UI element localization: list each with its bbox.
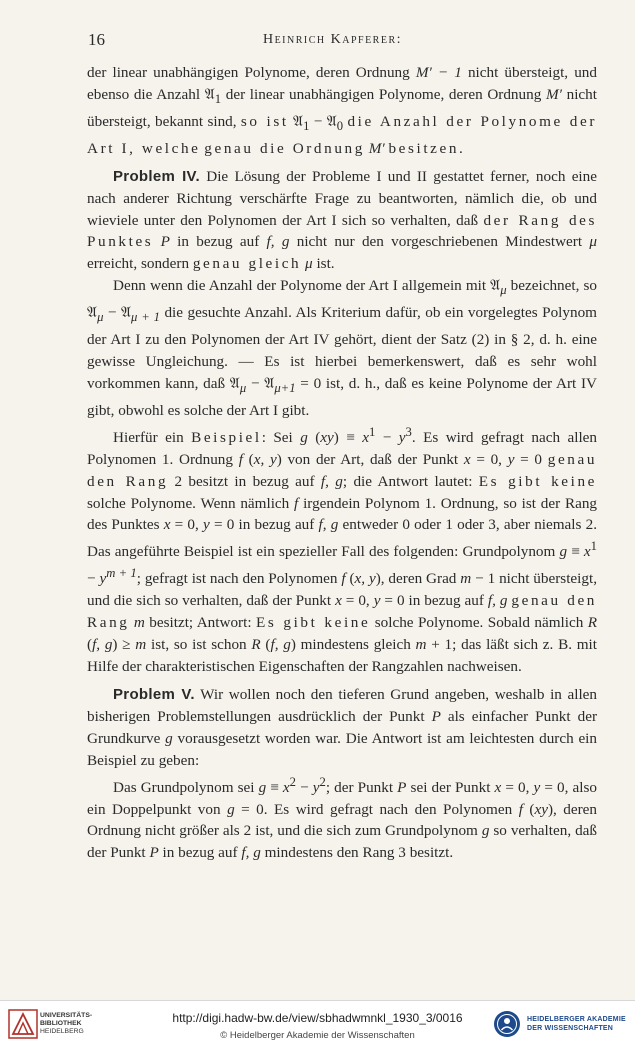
body-text — [87, 62, 597, 864]
permalink-url[interactable]: http://digi.hadw-bw.de/view/sbhadwmnkl_1930_3/0016 — [172, 1011, 463, 1025]
paragraph-3: Denn wenn die Anzahl der Polynome der Art I allgemein mit 𝔄$_\mu$ bezeichnet, so 𝔄$_\mu$ − 𝔄$_{\mu + 1}$ die gesuchte Anzahl. Als Kriterium dafür, ob ein vorgelegtes Polynom der Art I zu den Polynomen der Art IV gehört, dient der Satz (2) in § 2, d. h. eine gewisse Ungleichung. — Es ist hierbei bemerkenswert, daß es sehr wohl vorkommen kann, daß 𝔄$_\mu$ − 𝔄$_{\mu+1}$ = 0 ist, d. h., daß es keine Polynome der Art IV gibt, obwohl es solche der Art I gibt. — [87, 277, 597, 419]
problem-4-heading: Problem IV. — [113, 167, 200, 185]
page-number: 16 — [88, 30, 105, 49]
problem-5-heading: Problem V. — [113, 685, 195, 703]
viewer-footer — [0, 1000, 635, 1048]
copyright-notice: © Heidelberger Akademie der Wissenschaften — [220, 1030, 415, 1041]
academy-seal-icon[interactable] — [493, 1010, 521, 1038]
academy-name: HEIDELBERGER AKADEMIE DER WISSENSCHAFTEN — [527, 1016, 626, 1032]
paragraph-6: Das Grundpolynom sei $g \equiv x^2 - y^2$; der Punkt P sei der Punkt x = 0, y = 0, also ein Doppelpunkt von g = 0. Es wird gefragt nach den Polynomen f (xy), deren Ordnung nicht größer als 2 ist, und die sich zum Grundpolynom g so verhalten, daß der Punkt P in bezug auf f, g mindestens den Rang 3 besitzt. — [87, 774, 598, 862]
paragraph-problem-5: Problem V. Wir wollen noch den tieferen Grund angeben, weshalb in allen bisherigen Problemstellungen ausdrücklich der Punkt P als einfacher Punkt der Grundkurve g vorausgesetzt worden war. Die Antwort ist am leichtesten durch ein Beispiel zu geben: — [87, 685, 598, 769]
paragraph-example: Hierfür ein Beispiel: Sei g $(xy) \equiv x^1 - y^3$. Es wird gefragt nach allen Polynomen 1. Ordnung f (x, y) von der Art, daß der Punkt x = 0, y = 0 genau den Rang 2 besitzt in bezug auf f, g; die Antwort lautet: Es gibt keine solche Polynome. Wenn nämlich f irgendein Polynom 1. Ordnung, so ist der Rang des Punktes x = 0, y = 0 in bezug auf f, g entweder 0 oder 1 oder 3, aber niemals 2. Das angeführte Beispiel ist ein spezieller Fall des folgenden: Grundpolynom $g \equiv x^1 - y^{m + 1}$; gefragt ist nach den Polynomen f (x, y), deren Grad m − 1 nicht übersteigt, und die sich so verhalten, daß der Punkt x = 0, y = 0 in bezug auf f, g genau den Rang m besitzt; Antwort: Es gibt keine solche Polynome. Sobald nämlich R (f, g) ≥ m ist, so ist schon R (f, g) mindestens gleich m + 1; das läßt sich z. B. mit Hilfe der charakteristischen Eigenschaften der Rangzahlen nachweisen. — [87, 424, 598, 675]
paragraph-problem-4: Problem IV. Die Lösung der Probleme I und II gestattet ferner, noch eine nach anderer Richtung verschärfte Frage zu beantworten, nämlich die, ob und wieviele unter den Polynomen der Art I sich so verhalten, daß der Rang des Punktes P in bezug auf f, g nicht nur den vorgeschriebenen Mindestwert μ erreicht, sondern genau gleich μ ist. — [87, 167, 597, 273]
page-header — [80, 30, 585, 54]
university-library-name: UNIVERSITÄTS- BIBLIOTHEK HEIDELBERG — [40, 1012, 93, 1035]
paragraph-1: der linear unabhängigen Polynome, deren Ordnung M′ − 1 nicht übersteigt, und ebenso die Anzahl 𝔄$_1$ der linear unabhängigen Polynome, deren Ordnung M′ nicht übersteigt, bekannt sind, so ist 𝔄$_1$ − 𝔄$_0$ die Anzahl der Polynome der Art I, welche genau die Ordnung M′ besitzen. — [87, 64, 597, 157]
running-title: Heinrich Kapferer: — [262, 32, 403, 47]
